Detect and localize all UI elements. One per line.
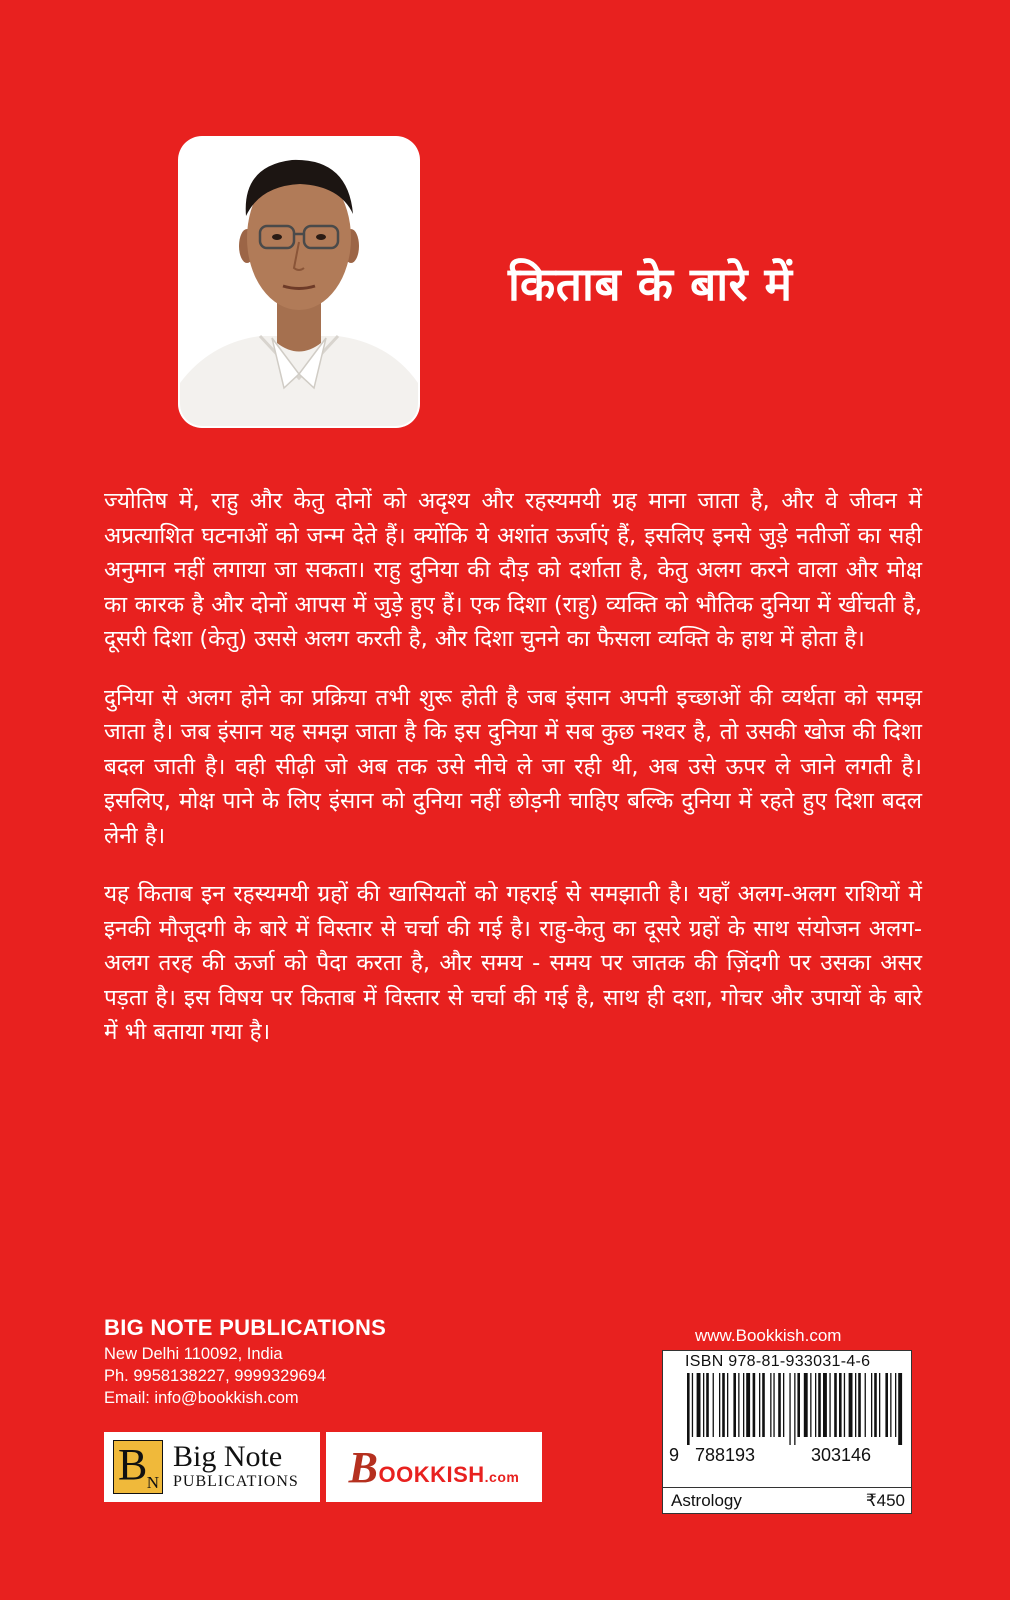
description-paragraph: यह किताब इन रहस्यमयी ग्रहों की खासियतों को गहराई से समझाती है। यहाँ अलग-अलग राशियों में इनकी मौजूदगी के बारे में विस्तार से चर्चा की गई है। राहु-केतु का दूसरे ग्रहों के साथ संयोजन अलग-अलग तरह की ऊर्जा को पैदा करता है, और समय - समय पर जातक की ज़िंदगी पर उसका असर पड़ता है। इस विषय पर किताब में विस्तार से चर्चा की गई है, साथ ही दशा, गोचर और उपायों के बारे में भी बताया गया है। [104, 881, 922, 1045]
barcode-bar [687, 1373, 690, 1445]
barcode-digits-right: 303146 [811, 1445, 872, 1465]
big-note-logo-mark [113, 1440, 163, 1494]
barcode-bar [794, 1373, 795, 1445]
barcode-bar [753, 1373, 756, 1437]
barcode-bar [692, 1373, 693, 1437]
barcode-bar [797, 1373, 800, 1437]
bookkish-logo-initial: B [348, 1442, 379, 1492]
author-photo [180, 138, 418, 426]
description-paragraph: ज्योतिष में, राहु और केतु दोनों को अदृश्य और रहस्यमयी ग्रह माना जाता है, और वे जीवन में अप्रत्याशित घटनाओं को जन्म देते हैं। क्योंकि ये अशांत ऊर्जाएं हैं, इसलिए इनसे जुड़े नतीजों का सही अनुमान नहीं लगाया जा सकता। राहु दुनिया की दौड़ को दर्शाता है, केतु अलग करने वाला और मोक्ष का कारक है और दोनों आपस में जुड़े हुए हैं। एक दिशा (राहु) व्यक्ति को भौतिक दुनिया में खींचती है, दूसरी दिशा (केतु) उससे अलग करती है, और दिशा चुनने का फैसला व्यक्ति के हाथ में होता है। [104, 488, 922, 652]
description-paragraph: दुनिया से अलग होने का प्रक्रिया तभी शुरू होती है जब इंसान अपनी इच्छाओं की व्यर्थता को समझ जाता है। जब इंसान यह समझ जाता है कि इस दुनिया में सब कुछ नश्वर है, तो उसकी खोज की दिशा बदल जाती है। वही सीढ़ी जो अब तक उसे नीचे ले जा रही थी, अब उसे ऊपर ले जाने लगती है। इसलिए, मोक्ष पाने के लिए इंसान को दुनिया नहीं छोड़नी चाहिए बल्कि दुनिया में रहते हुए दिशा बदल लेनी है। [104, 684, 922, 849]
barcode-bar [727, 1373, 728, 1437]
bookkish-logo [326, 1432, 542, 1502]
big-note-logo [104, 1432, 320, 1502]
barcode-bar [844, 1373, 845, 1437]
barcode-bar [722, 1373, 725, 1437]
barcode-bar [834, 1373, 837, 1437]
barcode-bar [898, 1373, 902, 1445]
barcode-bar [815, 1373, 816, 1437]
barcode-bar [885, 1373, 888, 1437]
barcode-bar [713, 1373, 714, 1437]
barcode-bar [733, 1373, 736, 1437]
barcode-bar [706, 1373, 709, 1437]
publisher-name: BIG NOTE PUBLICATIONS [104, 1315, 387, 1340]
isbn-barcode [662, 1350, 912, 1488]
barcode-bar [770, 1373, 771, 1437]
barcode-bar [829, 1373, 830, 1437]
barcode-digit-prefix: 9 [669, 1445, 680, 1465]
barcode-bar [839, 1373, 842, 1437]
publisher-phone: Ph. 9958138227, 9999329694 [104, 1367, 327, 1385]
book-price: ₹450 [865, 1490, 905, 1510]
book-description [104, 484, 922, 1074]
barcode-bar [895, 1373, 896, 1437]
logo-letter-b: B [118, 1440, 148, 1489]
barcode-bar [804, 1373, 808, 1437]
barcode-bar [778, 1373, 781, 1437]
barcode-bar [810, 1373, 811, 1437]
barcode-bar [738, 1373, 739, 1437]
barcode-bar [789, 1373, 790, 1445]
barcode-bar [855, 1373, 856, 1437]
logo-letter-n: N [146, 1473, 159, 1492]
barcode-digits-left: 788193 [695, 1445, 756, 1465]
section-heading: किताब के बारे में [508, 257, 793, 311]
barcode-bar [865, 1373, 866, 1437]
barcode-bar [871, 1373, 872, 1437]
barcode-bar [818, 1373, 821, 1437]
big-note-logo-text [173, 1442, 299, 1492]
publisher-info [104, 1315, 524, 1409]
barcode-bar [759, 1373, 760, 1437]
website-url: www.Bookkish.com [695, 1326, 842, 1345]
bookkish-logo-word: OOKKISH [378, 1461, 485, 1487]
isbn-text: ISBN 978-81-933031-4-6 [685, 1353, 871, 1370]
barcode-bar [874, 1373, 877, 1437]
barcode-bars [669, 1373, 907, 1445]
barcode-bar [849, 1373, 853, 1437]
barcode-bar [762, 1373, 765, 1437]
big-note-logo-title: Big Note [173, 1440, 283, 1473]
barcode-bar [719, 1373, 720, 1437]
book-category: Astrology [671, 1490, 742, 1510]
barcode-bar [858, 1373, 861, 1437]
category-price-row [662, 1488, 912, 1514]
barcode-bar [783, 1373, 784, 1437]
publisher-email: Email: info@bookkish.com [104, 1389, 299, 1407]
barcode-bar [890, 1373, 891, 1437]
big-note-logo-subtitle: PUBLICATIONS [173, 1473, 299, 1490]
publisher-address: New Delhi 110092, India [104, 1345, 283, 1363]
barcode-bar [879, 1373, 880, 1437]
bookkish-logo-text [349, 1442, 520, 1493]
bookkish-logo-domain: .com [484, 1468, 520, 1485]
barcode-bar [746, 1373, 750, 1437]
barcode-bar [773, 1373, 774, 1437]
barcode-bar [703, 1373, 704, 1437]
barcode-bar [697, 1373, 701, 1437]
barcode-bar [743, 1373, 744, 1437]
author-portrait-illustration [180, 138, 418, 426]
barcode-bar [823, 1373, 827, 1437]
